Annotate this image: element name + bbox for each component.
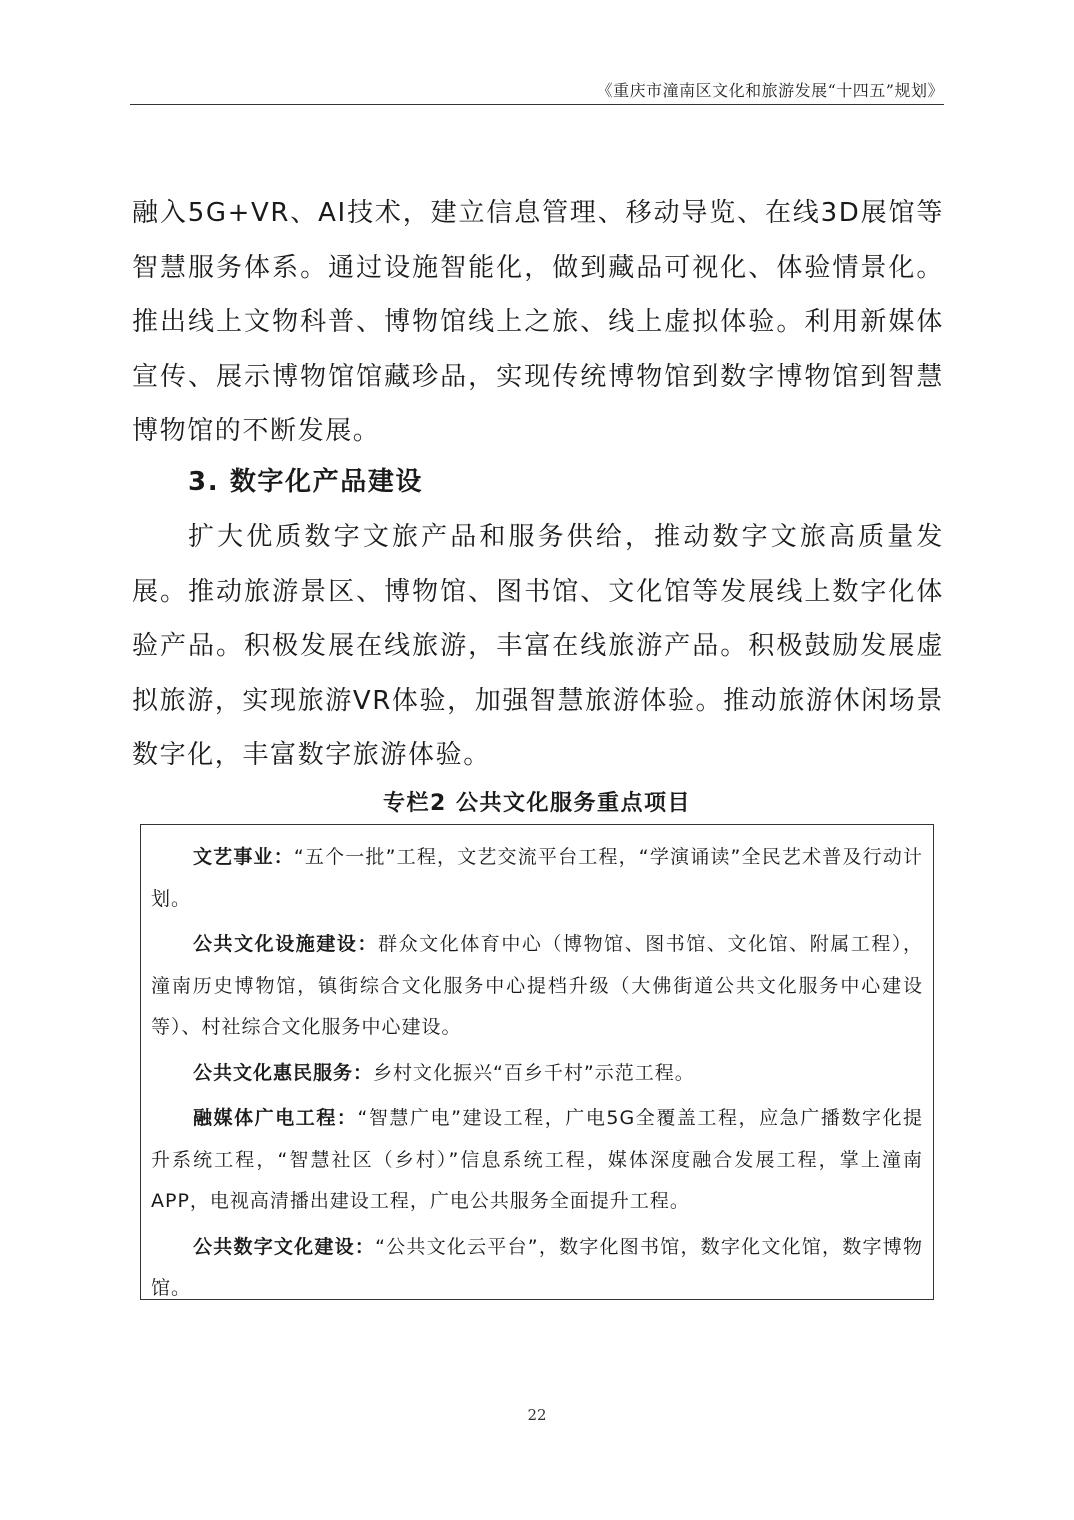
box-item-text: 群众文化体育中心（博物馆、图书馆、文化馆、附属工程），潼南历史博物馆，镇街综合文化服务中心提档升级（大佛街道公共文化服务中心建设等）、村社综合文化服务中心建设。 bbox=[151, 933, 923, 1038]
section-heading: 3. 数字化产品建设 bbox=[188, 467, 424, 497]
box-item-lead: 融媒体广电工程： bbox=[193, 1107, 358, 1129]
box-item-media bbox=[151, 1098, 923, 1223]
box-title: 专栏2 公共文化服务重点项目 bbox=[383, 791, 691, 816]
box-item-text: “公共文化云平台”，数字化图书馆，数字化文化馆，数字博物馆。 bbox=[151, 1235, 923, 1299]
body-paragraph-1: 融入5G+VR、AI技术，建立信息管理、移动导览、在线3D展馆等智慧服务体系。通过设施智能化，做到藏品可视化、体验情景化。推出线上文物科普、博物馆线上之旅、线上虚拟体验。利用新媒体宣传、展示博物馆馆藏珍品，实现传统博物馆到数字博物馆到智慧博物馆的不断发展。 bbox=[132, 198, 944, 446]
page-number: 22 bbox=[527, 1406, 547, 1424]
box-item-facilities bbox=[151, 924, 923, 1049]
box-item-text: “智慧广电”建设工程，广电5G全覆盖工程，应急广播数字化提升系统工程，“智慧社区（乡村）”信息系统工程，媒体深度融合发展工程，掌上潼南APP，电视高清播出建设工程，广电公共服务全面提升工程。 bbox=[151, 1107, 923, 1212]
box-item-text: 乡村文化振兴“百乡千村”示范工程。 bbox=[373, 1061, 695, 1084]
box-item-lead: 文艺事业： bbox=[193, 846, 294, 868]
box-item-lead: 公共数字文化建设： bbox=[193, 1235, 376, 1258]
feature-box bbox=[140, 824, 934, 1300]
box-item-digital bbox=[151, 1227, 923, 1310]
box-item-lead: 公共文化惠民服务： bbox=[193, 1061, 374, 1084]
box-item-public-service bbox=[151, 1053, 923, 1095]
box-item-arts bbox=[151, 837, 923, 920]
box-item-text: “五个一批”工程，文艺交流平台工程，“学演诵读”全民艺术普及行动计划。 bbox=[151, 846, 923, 910]
box-item-lead: 公共文化设施建设： bbox=[193, 933, 379, 955]
running-header: 《重庆市潼南区文化和旅游发展“十四五”规划》 bbox=[596, 81, 944, 100]
header-divider bbox=[130, 104, 944, 105]
body-paragraph-2: 扩大优质数字文旅产品和服务供给，推动数字文旅高质量发展。推动旅游景区、博物馆、图书馆、文化馆等发展线上数字化体验产品。积极发展在线旅游，丰富在线旅游产品。积极鼓励发展虚拟旅游，实现旅游VR体验，加强智慧旅游体验。推动旅游休闲场景数字化，丰富数字旅游体验。 bbox=[132, 522, 944, 770]
